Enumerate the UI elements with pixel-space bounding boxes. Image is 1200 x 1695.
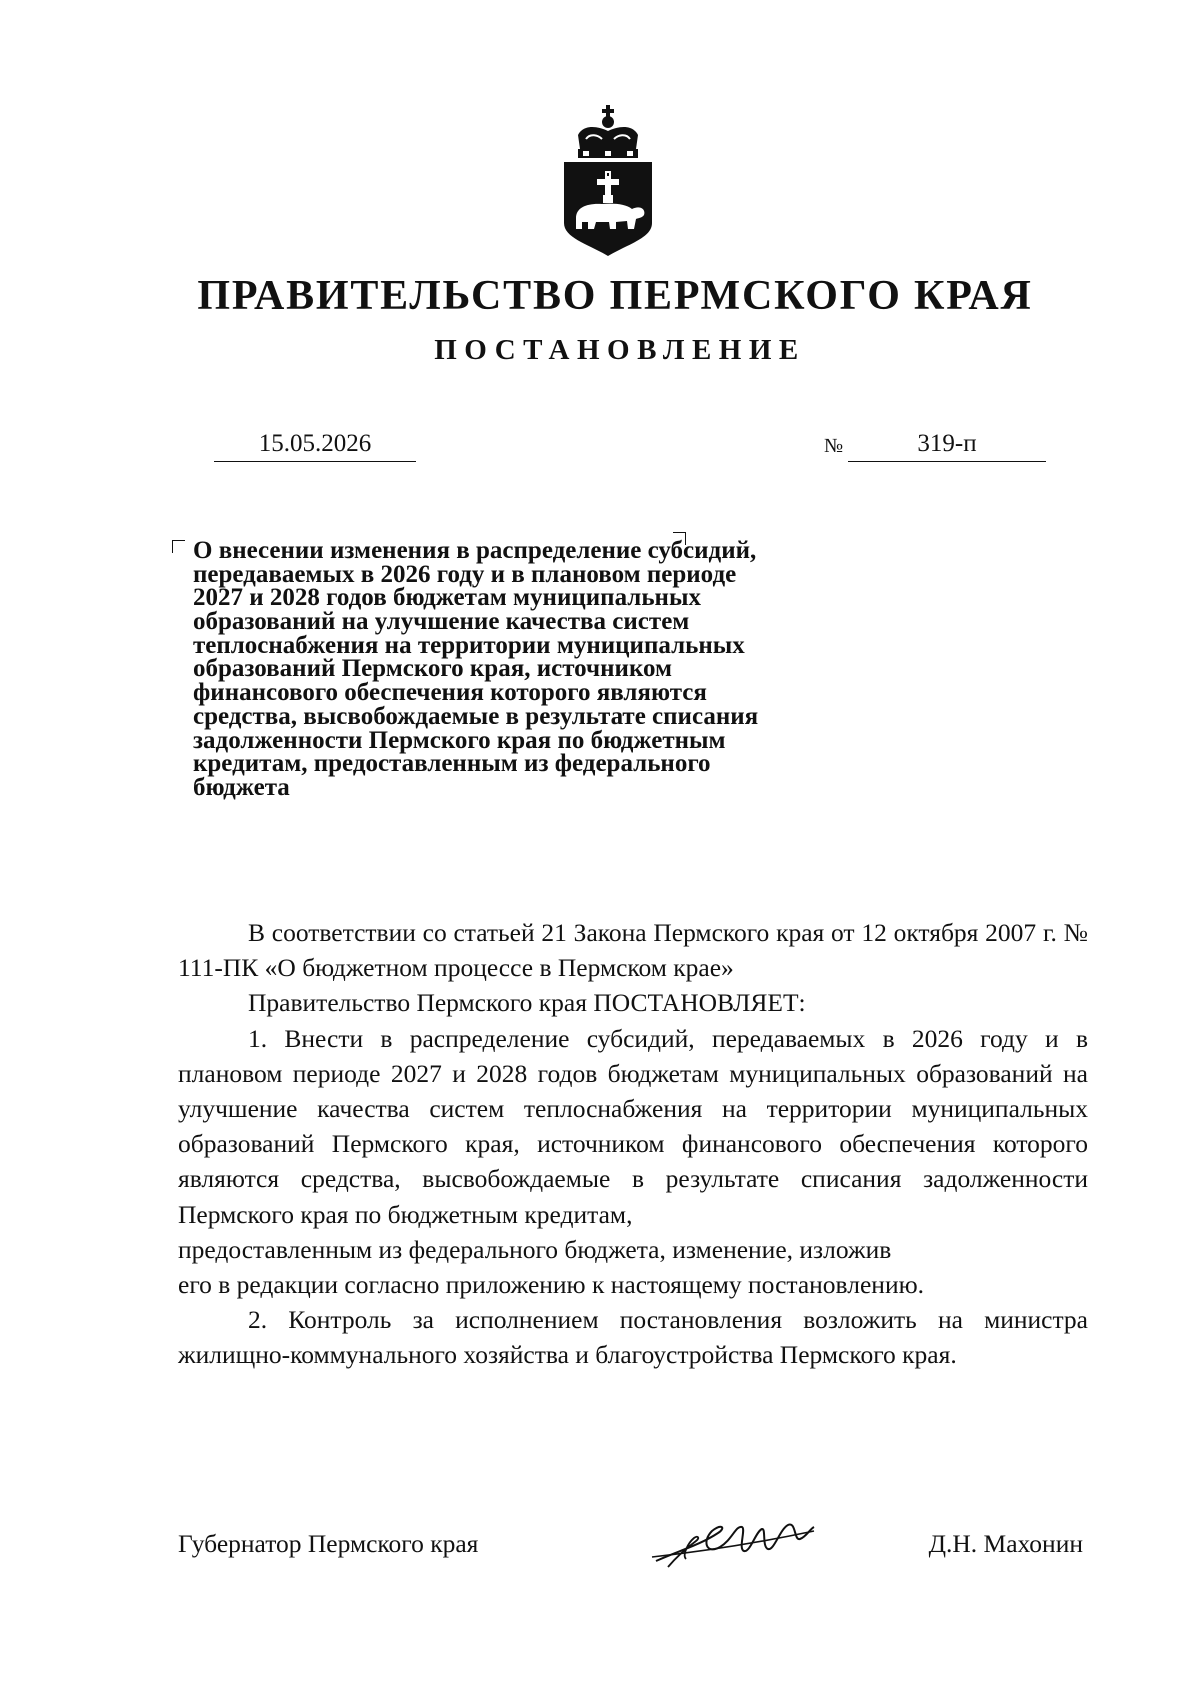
number-sign: № — [824, 435, 844, 457]
subject-line: образований Пермского края, источником — [193, 655, 673, 683]
signature-block — [178, 1525, 1083, 1585]
subject-line: задолженности Пермского края по бюджетным — [193, 726, 726, 754]
subject-line: бюджета — [193, 773, 290, 801]
item-1-word: федерального — [408, 1234, 559, 1264]
subject-line: передаваемых в 2026 году и в плановом периоде — [193, 560, 737, 588]
item-1-word: бюджета, — [564, 1234, 666, 1264]
document-number: 319-п — [917, 430, 977, 457]
item-1-word: из — [378, 1234, 403, 1264]
number-underline — [848, 461, 1046, 462]
coat-of-arms-emblem — [560, 105, 656, 260]
subject-line: финансового обеспечения которого являются — [193, 679, 707, 707]
item-1-word: предоставленным — [178, 1234, 373, 1264]
item-1-word: изложив — [799, 1234, 892, 1264]
item-1-line — [178, 1232, 1088, 1267]
subject-line: 2027 и 2028 годов бюджетам муниципальных — [193, 584, 701, 612]
subject-line: О внесении изменения в распределение субсидий, — [193, 537, 757, 564]
document-date: 15.05.2026 — [258, 430, 372, 457]
subject-line: кредитам, предоставленным из федерального — [193, 750, 711, 778]
subject-line: средства, высвобождаемые в результате списания — [193, 702, 759, 730]
item-1-last-line: его в редакции согласно приложению к настоящему постановлению. — [178, 1270, 925, 1300]
resolves-paragraph: Правительство Пермского края ПОСТАНОВЛЯЕТ: — [248, 988, 806, 1018]
signatory-name: Д.Н. Махонин — [928, 1529, 1083, 1558]
preamble-paragraph: В соответствии со статьей 21 Закона Пермского края от 12 октября 2007 г. № 111-ПК «О бюджетном процессе в Пермском крае» — [178, 918, 1088, 983]
government-name: ПРАВИТЕЛЬСТВО ПЕРМСКОГО КРАЯ — [197, 273, 1033, 319]
date-underline — [214, 461, 416, 462]
subject-corner-left-mark — [172, 540, 185, 553]
document-type: ПОСТАНОВЛЕНИЕ — [434, 334, 806, 366]
subject-line: образований на улучшение качества систем — [193, 608, 690, 636]
document-body — [178, 915, 1088, 1373]
subject-line: теплоснабжения на территории муниципальных — [193, 631, 745, 659]
item-2-paragraph: 2. Контроль за исполнением постановления возложить на министра жилищно-коммунального хозяйства и благоустройства Пермского края. — [178, 1305, 1088, 1370]
document-date-field — [214, 429, 416, 462]
handwritten-signature — [648, 1511, 818, 1575]
item-1-word: изменение, — [672, 1234, 794, 1264]
document-subject — [193, 539, 853, 800]
item-1-paragraph: 1. Внести в распределение субсидий, передаваемых в 2026 году и в плановом периоде 2027 и 2028 годов бюджетам муниципальных образований на улучшение качества систем теплоснабжения на территории муниципальных образований Пермского края, источником финансового обеспечения которого являются средства, высвобождаемые в результате списания задолженности Пермского края по бюджетным кредитам, — [178, 1023, 1088, 1229]
document-number-field — [824, 429, 1046, 469]
signatory-position: Губернатор Пермского края — [178, 1529, 479, 1558]
